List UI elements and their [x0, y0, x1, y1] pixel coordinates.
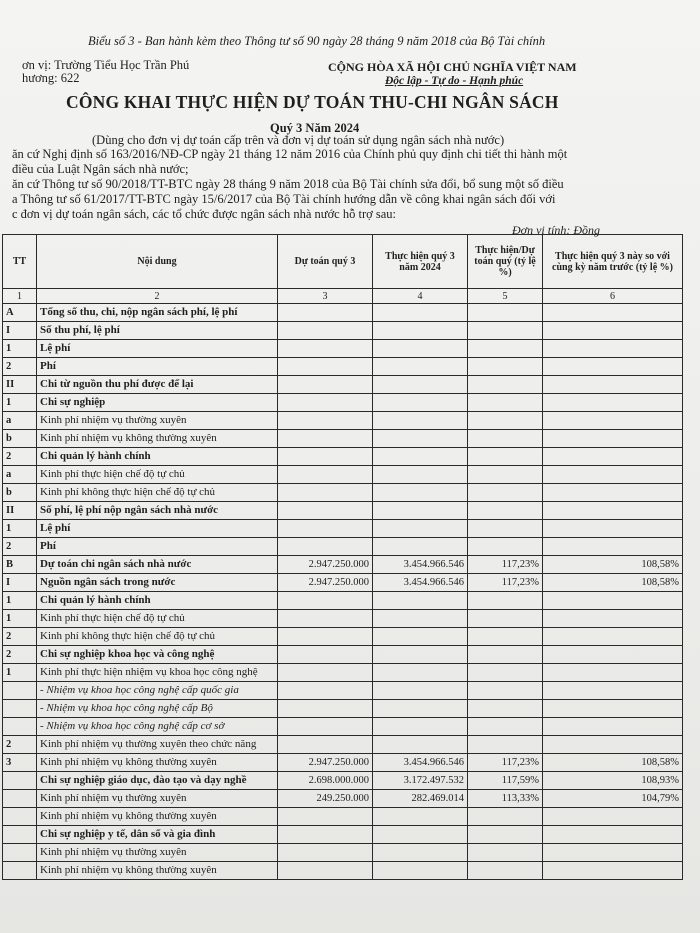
national-title: CỘNG HÒA XÃ HỘI CHỦ NGHĨA VIỆT NAM	[328, 60, 577, 74]
row-content: Kinh phí nhiệm vụ thường xuyên	[37, 790, 278, 808]
row-ratio	[468, 592, 543, 610]
header-yoy: Thực hiện quý 3 này so với cùng kỳ năm trước (tỷ lệ %)	[543, 235, 683, 289]
row-content: Chi sự nghiệp khoa học và công nghệ	[37, 646, 278, 664]
row-content: Chi quản lý hành chính	[37, 592, 278, 610]
row-actual	[373, 592, 468, 610]
table-row	[3, 574, 683, 592]
row-number	[3, 772, 37, 790]
row-number: II	[3, 502, 37, 520]
row-ratio	[468, 538, 543, 556]
row-yoy	[543, 682, 683, 700]
row-actual	[373, 628, 468, 646]
unit-label: Đơn vị tính: Đồng	[512, 223, 601, 237]
row-number: 1	[3, 664, 37, 682]
row-ratio	[468, 844, 543, 862]
row-actual	[373, 808, 468, 826]
row-number: B	[3, 556, 37, 574]
row-yoy	[543, 808, 683, 826]
row-estimate	[278, 376, 373, 394]
table-row	[3, 682, 683, 700]
row-yoy	[543, 844, 683, 862]
table-row	[3, 412, 683, 430]
legal-basis-line: c đơn vị dự toán ngân sách, các tổ chức được ngân sách nhà nước hỗ trợ sau:	[12, 207, 396, 221]
table-row	[3, 538, 683, 556]
row-yoy: 108,58%	[543, 556, 683, 574]
row-ratio	[468, 862, 543, 880]
table-row	[3, 736, 683, 754]
row-content: - Nhiệm vụ khoa học công nghệ cấp cơ sở	[37, 718, 278, 736]
row-ratio	[468, 808, 543, 826]
row-actual	[373, 844, 468, 862]
row-content: Kinh phí không thực hiện chế độ tự chủ	[37, 628, 278, 646]
row-ratio	[468, 646, 543, 664]
row-estimate	[278, 520, 373, 538]
table-row	[3, 394, 683, 412]
row-number: 2	[3, 646, 37, 664]
row-actual	[373, 646, 468, 664]
table-row	[3, 448, 683, 466]
row-estimate: 2.947.250.000	[278, 754, 373, 772]
table-row	[3, 862, 683, 880]
row-actual	[373, 664, 468, 682]
row-ratio	[468, 340, 543, 358]
row-estimate: 2.947.250.000	[278, 556, 373, 574]
row-yoy	[543, 646, 683, 664]
row-estimate	[278, 358, 373, 376]
row-estimate	[278, 592, 373, 610]
row-yoy	[543, 376, 683, 394]
row-actual	[373, 448, 468, 466]
table-row	[3, 484, 683, 502]
legal-basis-line: ăn cứ Nghị định số 163/2016/NĐ-CP ngày 21 tháng 12 năm 2016 của Chính phủ quy định chi tiết thi hành một	[12, 147, 568, 161]
quarter-label: Quý 3 Năm 2024	[270, 121, 360, 135]
row-number: b	[3, 484, 37, 502]
table-row	[3, 700, 683, 718]
row-content: - Nhiệm vụ khoa học công nghệ cấp Bộ	[37, 700, 278, 718]
row-ratio: 113,33%	[468, 790, 543, 808]
table-row	[3, 826, 683, 844]
row-actual	[373, 466, 468, 484]
row-content: Chi từ nguồn thu phí được để lại	[37, 376, 278, 394]
row-yoy	[543, 592, 683, 610]
row-yoy	[543, 700, 683, 718]
row-yoy	[543, 448, 683, 466]
table-row	[3, 520, 683, 538]
row-yoy	[543, 520, 683, 538]
row-number: 2	[3, 448, 37, 466]
row-content: Kinh phí nhiệm vụ thường xuyên theo chức năng	[37, 736, 278, 754]
table-row	[3, 340, 683, 358]
table-row	[3, 358, 683, 376]
row-content: Dự toán chi ngân sách nhà nước	[37, 556, 278, 574]
row-number: 2	[3, 358, 37, 376]
row-estimate	[278, 430, 373, 448]
header-content: Nội dung	[37, 235, 278, 289]
row-ratio	[468, 610, 543, 628]
row-actual	[373, 322, 468, 340]
row-number	[3, 844, 37, 862]
row-yoy	[543, 430, 683, 448]
legal-basis-line: điều của Luật Ngân sách nhà nước;	[12, 162, 189, 176]
row-ratio	[468, 430, 543, 448]
table-row	[3, 610, 683, 628]
row-number	[3, 700, 37, 718]
row-yoy	[543, 718, 683, 736]
row-number	[3, 862, 37, 880]
row-actual	[373, 394, 468, 412]
row-yoy	[543, 538, 683, 556]
row-ratio: 117,23%	[468, 574, 543, 592]
column-number-row	[3, 289, 683, 304]
row-content: - Nhiệm vụ khoa học công nghệ cấp quốc gia	[37, 682, 278, 700]
row-ratio	[468, 682, 543, 700]
organization-name: ơn vị: Trường Tiểu Học Trần Phú	[22, 58, 190, 72]
row-ratio	[468, 736, 543, 754]
row-estimate	[278, 718, 373, 736]
header-actual: Thực hiện quý 3 năm 2024	[373, 235, 468, 289]
row-actual	[373, 736, 468, 754]
row-ratio	[468, 664, 543, 682]
row-content: Phí	[37, 358, 278, 376]
row-number: 1	[3, 340, 37, 358]
row-actual	[373, 358, 468, 376]
row-ratio	[468, 520, 543, 538]
row-content: Kinh phí không thực hiện chế độ tự chủ	[37, 484, 278, 502]
table-row	[3, 556, 683, 574]
row-yoy: 108,58%	[543, 754, 683, 772]
table-row	[3, 646, 683, 664]
row-estimate	[278, 646, 373, 664]
row-number	[3, 790, 37, 808]
row-number: 1	[3, 610, 37, 628]
row-actual	[373, 340, 468, 358]
table-row	[3, 376, 683, 394]
row-ratio	[468, 718, 543, 736]
row-estimate	[278, 484, 373, 502]
row-ratio	[468, 412, 543, 430]
table-body	[3, 304, 683, 880]
row-estimate: 249.250.000	[278, 790, 373, 808]
row-content: Kinh phí nhiệm vụ không thường xuyên	[37, 430, 278, 448]
row-estimate: 2.698.000.000	[278, 772, 373, 790]
row-content: Lệ phí	[37, 340, 278, 358]
row-number: A	[3, 304, 37, 322]
row-yoy	[543, 340, 683, 358]
row-estimate	[278, 736, 373, 754]
row-yoy	[543, 322, 683, 340]
header-tt: TT	[3, 235, 37, 289]
row-estimate	[278, 844, 373, 862]
row-estimate	[278, 538, 373, 556]
table-row	[3, 844, 683, 862]
row-content: Tổng số thu, chi, nộp ngân sách phí, lệ phí	[37, 304, 278, 322]
row-yoy	[543, 736, 683, 754]
organization-chapter: hương: 622	[22, 71, 80, 85]
row-actual	[373, 502, 468, 520]
row-number: a	[3, 412, 37, 430]
row-ratio	[468, 304, 543, 322]
row-actual: 3.172.497.532	[373, 772, 468, 790]
row-number: 2	[3, 736, 37, 754]
row-actual	[373, 538, 468, 556]
row-ratio	[468, 502, 543, 520]
header-estimate: Dự toán quý 3	[278, 235, 373, 289]
row-estimate	[278, 664, 373, 682]
row-estimate	[278, 304, 373, 322]
row-actual	[373, 610, 468, 628]
column-number: 1	[3, 289, 37, 304]
table-row	[3, 502, 683, 520]
row-number	[3, 808, 37, 826]
row-content: Kinh phí thực hiện chế độ tự chủ	[37, 466, 278, 484]
row-estimate	[278, 448, 373, 466]
row-actual: 3.454.966.546	[373, 574, 468, 592]
row-content: Kinh phí thực hiện chế độ tự chủ	[37, 610, 278, 628]
header-ratio: Thực hiện/Dự toán quý (tỷ lệ %)	[468, 235, 543, 289]
row-yoy: 108,58%	[543, 574, 683, 592]
row-number: 2	[3, 538, 37, 556]
row-estimate	[278, 502, 373, 520]
row-actual	[373, 520, 468, 538]
row-yoy	[543, 610, 683, 628]
row-content: Phí	[37, 538, 278, 556]
row-actual: 3.454.966.546	[373, 556, 468, 574]
row-estimate	[278, 808, 373, 826]
row-yoy	[543, 826, 683, 844]
column-number: 2	[37, 289, 278, 304]
row-number: a	[3, 466, 37, 484]
legal-basis-line: a Thông tư số 61/2017/TT-BTC ngày 15/6/2017 của Bộ Tài chính hướng dẫn về công khai ngân sách đối với	[12, 192, 556, 206]
row-actual	[373, 412, 468, 430]
row-actual: 282.469.014	[373, 790, 468, 808]
row-actual	[373, 700, 468, 718]
table-row	[3, 664, 683, 682]
page-title: CÔNG KHAI THỰC HIỆN DỰ TOÁN THU-CHI NGÂN SÁCH	[66, 92, 559, 112]
row-estimate	[278, 628, 373, 646]
row-yoy	[543, 394, 683, 412]
table-row	[3, 790, 683, 808]
row-actual	[373, 484, 468, 502]
row-number: I	[3, 322, 37, 340]
row-yoy	[543, 304, 683, 322]
row-yoy: 104,79%	[543, 790, 683, 808]
row-ratio	[468, 448, 543, 466]
row-content: Nguồn ngân sách trong nước	[37, 574, 278, 592]
table-row	[3, 628, 683, 646]
legal-basis-line: ăn cứ Thông tư số 90/2018/TT-BTC ngày 28 tháng 9 năm 2018 của Bộ Tài chính sửa đổi, bổ sung một số điều	[12, 177, 564, 191]
row-yoy	[543, 412, 683, 430]
row-content: Lệ phí	[37, 520, 278, 538]
row-estimate	[278, 412, 373, 430]
row-content: Chi sự nghiệp y tế, dân số và gia đình	[37, 826, 278, 844]
purpose-note: (Dùng cho đơn vị dự toán cấp trên và đơn vị dự toán sử dụng ngân sách nhà nước)	[92, 133, 505, 147]
row-ratio	[468, 700, 543, 718]
row-content: Chi sự nghiệp giáo dục, đào tạo và dạy nghề	[37, 772, 278, 790]
row-number: b	[3, 430, 37, 448]
national-motto: Độc lập - Tự do - Hạnh phúc	[385, 75, 524, 87]
table-row	[3, 466, 683, 484]
row-content: Số phí, lệ phí nộp ngân sách nhà nước	[37, 502, 278, 520]
row-estimate	[278, 862, 373, 880]
row-actual	[373, 376, 468, 394]
row-content: Số thu phí, lệ phí	[37, 322, 278, 340]
row-estimate: 2.947.250.000	[278, 574, 373, 592]
row-number: 2	[3, 628, 37, 646]
row-ratio	[468, 826, 543, 844]
row-ratio	[468, 376, 543, 394]
row-content: Kinh phí nhiệm vụ thường xuyên	[37, 412, 278, 430]
budget-table	[2, 234, 683, 880]
document-reference: Biểu số 3 - Ban hành kèm theo Thông tư số 90 ngày 28 tháng 9 năm 2018 của Bộ Tài chính	[88, 34, 546, 48]
row-number	[3, 682, 37, 700]
table-row	[3, 808, 683, 826]
table-row	[3, 592, 683, 610]
row-yoy	[543, 484, 683, 502]
table-row	[3, 322, 683, 340]
table-header-row	[3, 235, 683, 289]
row-estimate	[278, 340, 373, 358]
row-estimate	[278, 700, 373, 718]
row-yoy	[543, 466, 683, 484]
table-row	[3, 304, 683, 322]
column-number: 4	[373, 289, 468, 304]
row-content: Kinh phí nhiệm vụ không thường xuyên	[37, 808, 278, 826]
row-yoy: 108,93%	[543, 772, 683, 790]
row-estimate	[278, 466, 373, 484]
row-number: 3	[3, 754, 37, 772]
column-number: 3	[278, 289, 373, 304]
row-ratio	[468, 322, 543, 340]
table-row	[3, 430, 683, 448]
row-actual	[373, 430, 468, 448]
row-estimate	[278, 826, 373, 844]
row-yoy	[543, 502, 683, 520]
row-yoy	[543, 664, 683, 682]
row-actual	[373, 826, 468, 844]
row-ratio	[468, 358, 543, 376]
row-yoy	[543, 862, 683, 880]
row-ratio	[468, 394, 543, 412]
row-ratio: 117,59%	[468, 772, 543, 790]
row-ratio: 117,23%	[468, 754, 543, 772]
column-number: 6	[543, 289, 683, 304]
row-yoy	[543, 358, 683, 376]
row-number: 1	[3, 592, 37, 610]
row-number: II	[3, 376, 37, 394]
row-number: 1	[3, 520, 37, 538]
row-ratio	[468, 466, 543, 484]
row-estimate	[278, 682, 373, 700]
row-ratio: 117,23%	[468, 556, 543, 574]
row-content: Chi sự nghiệp	[37, 394, 278, 412]
row-ratio	[468, 484, 543, 502]
row-number: 1	[3, 394, 37, 412]
row-content: Kinh phí nhiệm vụ thường xuyên	[37, 844, 278, 862]
row-estimate	[278, 322, 373, 340]
table-row	[3, 754, 683, 772]
row-number: I	[3, 574, 37, 592]
row-actual	[373, 862, 468, 880]
row-content: Kinh phí thực hiện nhiệm vụ khoa học công nghệ	[37, 664, 278, 682]
row-content: Kinh phí nhiệm vụ không thường xuyên	[37, 754, 278, 772]
row-actual	[373, 304, 468, 322]
row-yoy	[543, 628, 683, 646]
table-row	[3, 772, 683, 790]
row-number	[3, 826, 37, 844]
row-estimate	[278, 394, 373, 412]
table-row	[3, 718, 683, 736]
row-content: Chi quản lý hành chính	[37, 448, 278, 466]
column-number: 5	[468, 289, 543, 304]
row-content: Kinh phí nhiệm vụ không thường xuyên	[37, 862, 278, 880]
row-estimate	[278, 610, 373, 628]
row-number	[3, 718, 37, 736]
row-actual	[373, 718, 468, 736]
row-actual: 3.454.966.546	[373, 754, 468, 772]
row-ratio	[468, 628, 543, 646]
row-actual	[373, 682, 468, 700]
